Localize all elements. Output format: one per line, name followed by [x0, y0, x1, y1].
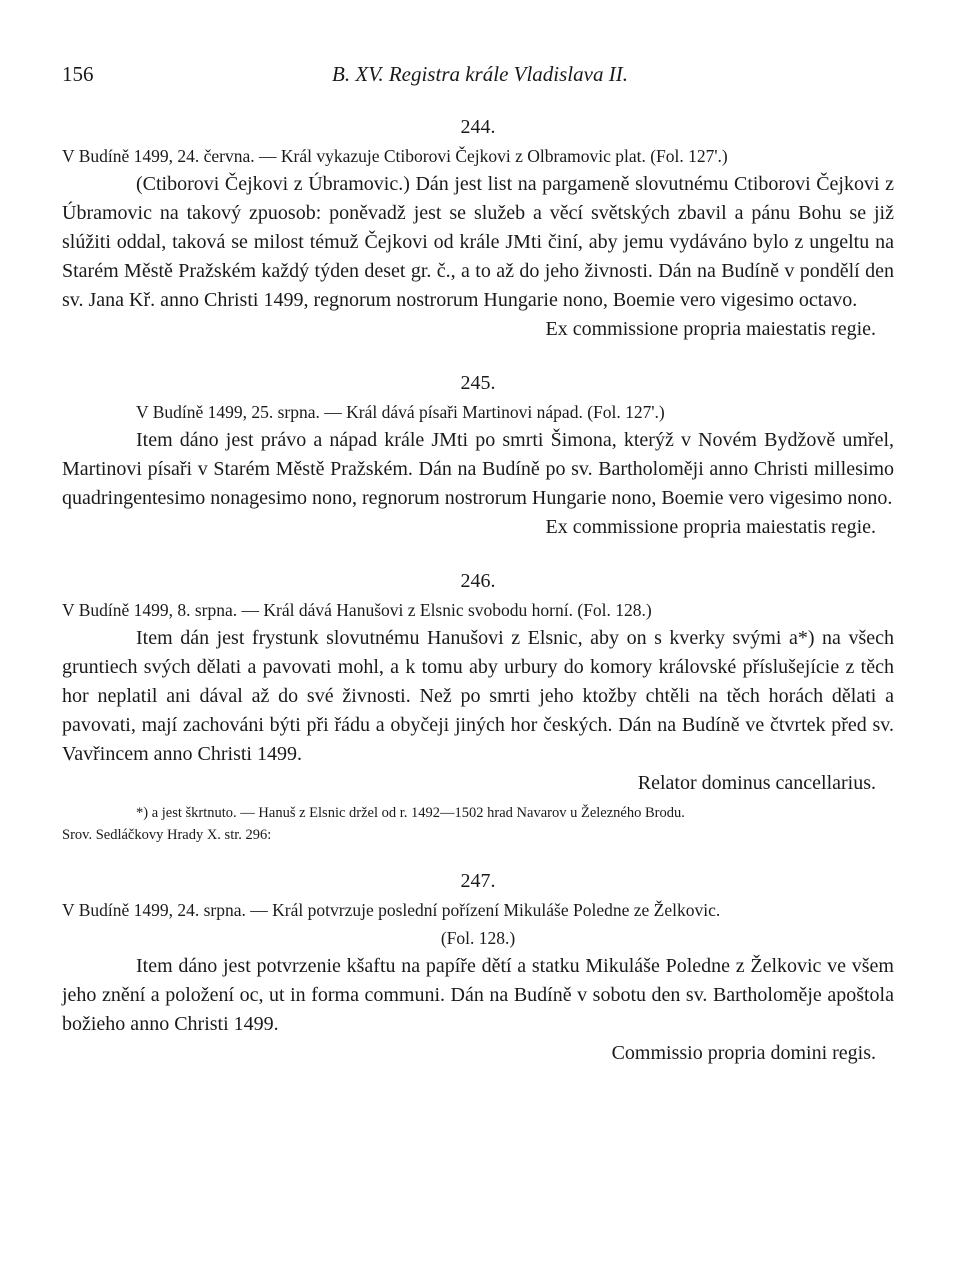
entry-signature: Ex commissione propria maiestatis regie. — [545, 516, 876, 538]
entry-247 — [62, 866, 894, 1068]
footnote-line: *) a jest škrtnuto. — Hanuš z Elsnic držel od r. 1492—1502 hrad Navarov u Železného Brodu. — [136, 805, 685, 821]
entry-246 — [62, 566, 894, 846]
page-header — [62, 62, 898, 94]
entry-number: 244. — [460, 116, 496, 138]
footnote-line: Srov. Sedláčkovy Hrady X. str. 296: — [62, 827, 272, 843]
entry-number: 246. — [460, 570, 496, 592]
entry-text: Item dáno jest potvrzenie kšaftu na papíře dětí a statku Mikuláše Poledne z Želkovic ve všem jeho znění a položení oc, ut in forma communi. Dán na Budíně v sobotu den sv. Bartholoměje apoštola božieho anno Christi 1499. — [62, 955, 894, 1035]
footnote — [62, 802, 894, 846]
entry-heading: V Budíně 1499, 8. srpna. — Král dává Hanušovi z Elsnic svobodu horní. (Fol. 128.) — [62, 600, 652, 620]
entry-heading-folio: (Fol. 128.) — [440, 928, 516, 948]
page-number: 156 — [62, 62, 94, 86]
entry-heading-main: V Budíně 1499, 24. srpna. — Král potvrzuje poslední pořízení Mikuláše Poledne ze Želkovic. — [62, 900, 721, 920]
entry-number: 245. — [460, 372, 496, 394]
entry-244 — [62, 112, 894, 344]
entry-number: 247. — [460, 870, 496, 892]
entry-heading — [62, 896, 894, 952]
entry-245 — [62, 368, 894, 542]
entry-signature: Ex commissione propria maiestatis regie. — [545, 318, 876, 340]
entry-text: Item dáno jest právo a nápad krále JMti po smrti Šimona, kterýž v Novém Bydžově umřel, Martinovi písaři v Starém Městě Pražském. Dán na Budíně po sv. Bartholoměji anno Christi millesimo quadringentesimo nonagesimo nono, regnorum nostrorum Hungarie nono, Boemie vero vigesimo nono. — [62, 429, 894, 509]
entry-text: (Ctiborovi Čejkovi z Úbramovic.) Dán jest list na pargameně slovutnému Ctiborovi Čejkovi z Úbramovic na takový zpuosob: poněvadž jest se služeb a věcí světských zbavil a pánu Bohu se již slúžiti oddal, taková se milost témuž Čejkovi od krále JMti činí, aby jemu vydáváno bylo z ungeltu na Starém Městě Pražském každý týden deset gr. č., a to až do jeho živnosti. Dán na Budíně v pondělí den sv. Jana Kř. anno Christi 1499, regnorum nostrorum Hungarie nono, Boemie vero vigesimo octavo. — [62, 173, 894, 311]
entry-heading: V Budíně 1499, 25. srpna. — Král dává písaři Martinovi nápad. (Fol. 127'.) — [136, 402, 665, 422]
entry-heading: V Budíně 1499, 24. června. — Král vykazuje Ctiborovi Čejkovi z Olbramovic plat. (Fol. 127'.) — [62, 146, 728, 166]
entry-signature: Commissio propria domini regis. — [611, 1042, 876, 1064]
entry-text: Item dán jest frystunk slovutnému Hanušovi z Elsnic, aby on s kverky svými a*) na všech gruntiech svých dělati a pavovati mohl, a k tomu aby urbury do komory královské příslušejície z těch hor neplatil ani dával až do své živnosti. Než po smrti jeho ktožby chtěli na těch horách dělati a pavovati, mají zachováni býti při řádu a obyčeji jiných hor českých. Dán na Budíně ve čtvrtek před sv. Vavřincem anno Christi 1499. — [62, 627, 894, 765]
entry-signature: Relator dominus cancellarius. — [637, 772, 876, 794]
running-title: B. XV. Registra krále Vladislava II. — [332, 62, 628, 86]
document-body — [62, 112, 894, 1068]
